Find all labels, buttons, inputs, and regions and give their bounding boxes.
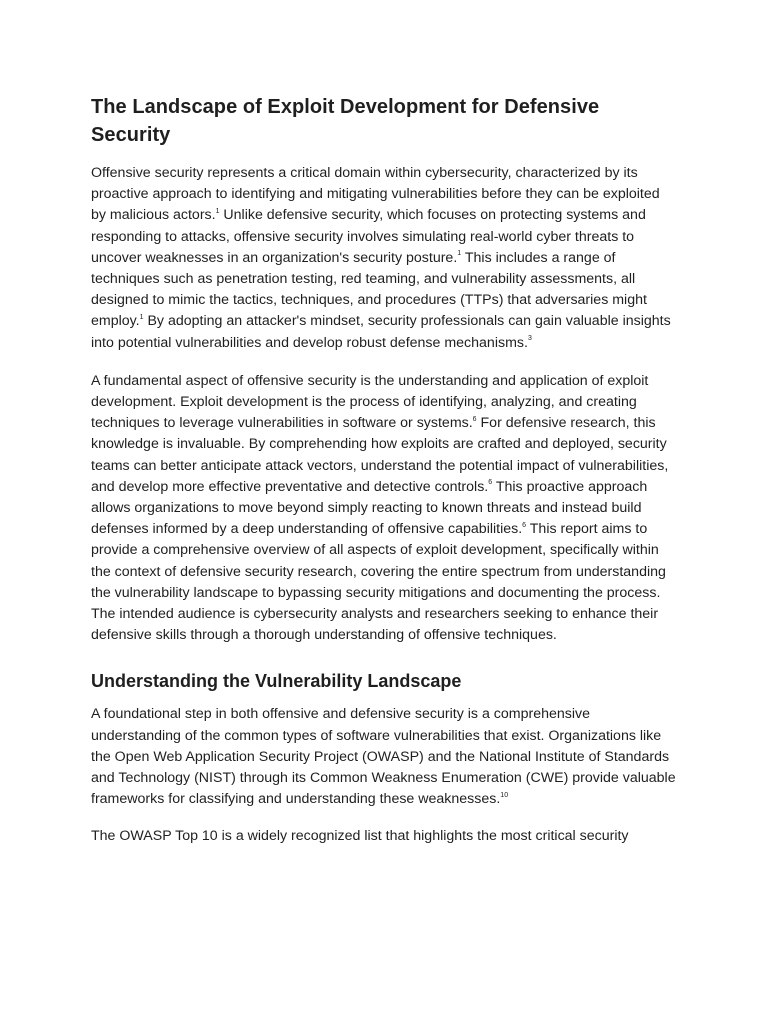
document-title: The Landscape of Exploit Development for Defensive Security — [91, 96, 600, 146]
intro-paragraph-1 — [91, 163, 678, 354]
citation-marker: 1 — [215, 207, 220, 215]
intro-paragraph-2 — [91, 371, 678, 647]
citation-marker: 6 — [522, 521, 527, 529]
paragraph-text: By adopting an attacker's mindset, security professionals can gain valuable insights into potential vulnerabilities and develop robust defense mechanisms. — [91, 313, 671, 351]
citation-marker: 6 — [472, 415, 477, 423]
paragraph-text: Offensive security represents a critical domain within cybersecurity, characterized by its proactive approach to identifying and mitigating vulnerabilities before they can be exploited by malicious actors. — [91, 165, 660, 224]
citation-marker: 3 — [527, 334, 532, 342]
section-paragraph-1 — [91, 704, 678, 810]
paragraph-text: This report aims to provide a comprehensive overview of all aspects of exploit development, specifically within the context of defensive security research, covering the entire spectrum from understanding the vulnerability landscape to bypassing security mitigations and documenting the process. The intended audience is cybersecurity analysts and researchers seeking to enhance their defensive skills through a thorough understanding of offensive techniques. — [91, 521, 666, 644]
paragraph-text: This includes a range of techniques such as penetration testing, red teaming, and vulnerability assessments, all designed to mimic the tactics, techniques, and procedures (TTPs) that adversaries might employ. — [91, 249, 647, 330]
paragraph-text: The OWASP Top 10 is a widely recognized list that highlights the most critical security — [91, 828, 629, 845]
citation-marker: 10 — [500, 791, 509, 799]
citation-marker: 1 — [457, 250, 462, 258]
section-paragraph-2 — [91, 826, 678, 847]
paragraph-text: This proactive approach allows organizations to move beyond simply reacting to known threats and instead build defenses informed by a deep understanding of offensive capabilities. — [91, 478, 648, 538]
paragraph-text: A foundational step in both offensive and defensive security is a comprehensive understanding of the common types of software vulnerabilities that exist. Organizations like the Open Web Application Security Project (OWASP) and the National Institute of Standards and Technology (NIST) through its Common Weakness Enumeration (CWE) provide valuable frameworks for classifying and understanding these weaknesses. — [91, 706, 676, 808]
citation-marker: 6 — [488, 479, 493, 487]
paragraph-text: For defensive research, this knowledge is invaluable. By comprehending how exploits are crafted and deployed, security teams can better anticipate attack vectors, understand the potential impact of vulnerabilities, and develop more effective preventative and detective controls. — [91, 415, 669, 495]
paragraph-text: Unlike defensive security, which focuses on protecting systems and responding to attacks, offensive security involves simulating real-world cyber threats to uncover weaknesses in an organization's security posture. — [91, 207, 646, 266]
section-heading: Understanding the Vulnerability Landscape — [91, 671, 462, 692]
citation-marker: 1 — [139, 313, 144, 321]
paragraph-text: A fundamental aspect of offensive security is the understanding and application of exploit development. Exploit development is the process of identifying, analyzing, and creating techniques to leverage vulnerabilities in software or systems. — [91, 372, 649, 432]
